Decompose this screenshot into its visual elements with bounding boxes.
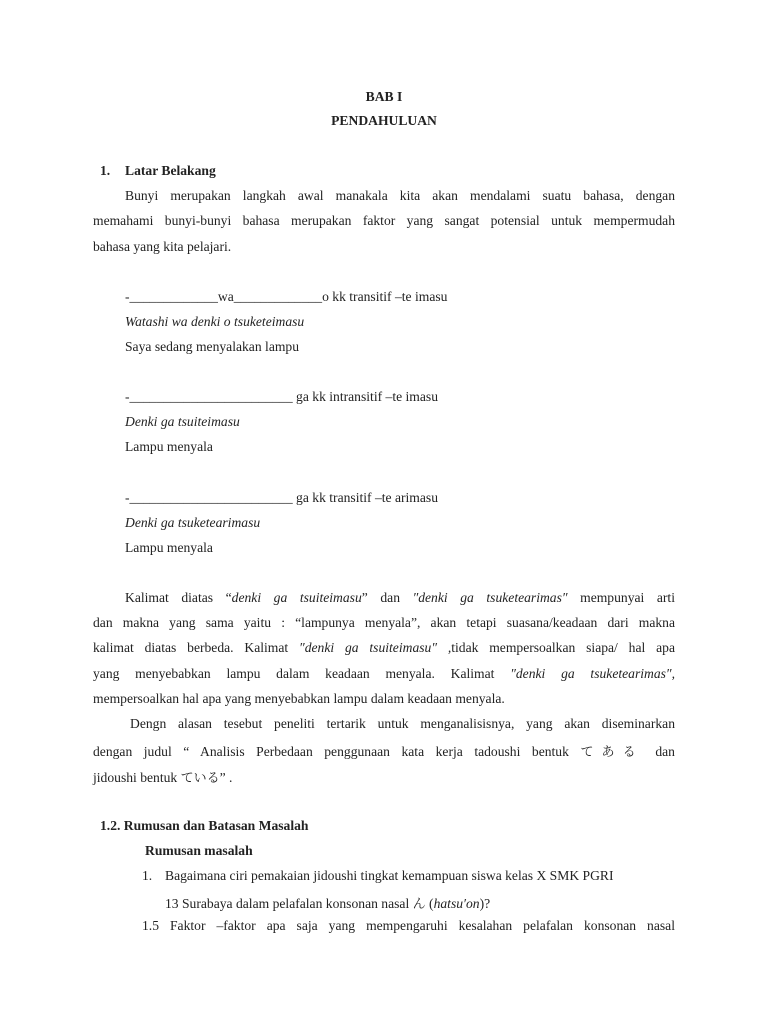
paragraph-line: bahasa yang kita pelajari. <box>93 239 232 254</box>
paragraph-line: Dengn alasan tesebut peneliti tertarik untuk menganalisisnya, yang akan diseminarkan <box>130 716 675 731</box>
paragraph-line: Bunyi merupakan langkah awal manakala kita akan mendalami suatu bahasa, dengan <box>125 188 675 203</box>
paragraph-line: dengan judul “ Analisis Perbedaan penggunaan kata kerja tadoushi bentuk てある dan <box>93 744 675 760</box>
example-pattern: -_____________wa_____________o kk transitif –te imasu <box>125 289 448 304</box>
paragraph-line: yang menyebabkan lampu dalam keadaan menyala. Kalimat ″denki ga tsuketearimas″, <box>93 666 675 681</box>
list-number: 1. <box>142 868 153 883</box>
list-item-line: Bagaimana ciri pemakaian jidoushi tingkat kemampuan siswa kelas X SMK PGRI <box>165 868 614 883</box>
list-item-line: 13 Surabaya dalam pelafalan konsonan nasal ん (hatsu′on)? <box>165 896 491 912</box>
paragraph-line: mempersoalkan hal apa yang menyebabkan lampu dalam keadaan menyala. <box>93 691 505 706</box>
section-heading: 1.2. Rumusan dan Batasan Masalah <box>100 818 309 833</box>
section-heading: Latar Belakang <box>125 163 216 178</box>
example-romaji: Watashi wa denki o tsuketeimasu <box>125 314 305 329</box>
example-pattern: -________________________ ga kk transitif –te arimasu <box>125 490 438 505</box>
example-pattern: -________________________ ga kk intransitif –te imasu <box>125 389 439 404</box>
example-romaji: Denki ga tsuketearimasu <box>125 515 261 530</box>
subsection-heading: Rumusan masalah <box>145 843 253 858</box>
example-romaji: Denki ga tsuiteimasu <box>125 414 240 429</box>
paragraph-line: Kalimat diatas “denki ga tsuiteimasu” dan ″denki ga tsuketearimas″ mempunyai arti <box>125 590 675 605</box>
section-number: 1. <box>100 163 111 178</box>
chapter-title: PENDAHULUAN <box>331 113 437 128</box>
list-item-line: 1.5 Faktor –faktor apa saja yang mempengaruhi kesalahan pelafalan konsonan nasal <box>142 918 675 933</box>
paragraph-line: dan makna yang sama yaitu : “lampunya menyala”, akan tetapi suasana/keadaan dari makna <box>93 615 675 630</box>
example-meaning: Saya sedang menyalakan lampu <box>125 339 300 354</box>
paragraph-line: memahami bunyi-bunyi bahasa merupakan faktor yang sangat potensial untuk mempermudah <box>93 213 675 228</box>
example-meaning: Lampu menyala <box>125 439 213 454</box>
chapter-label: BAB I <box>365 89 403 104</box>
paragraph-line: jidoushi bentuk ている” . <box>93 770 233 786</box>
example-meaning: Lampu menyala <box>125 540 213 555</box>
paragraph-line: kalimat diatas berbeda. Kalimat ″denki ga tsuiteimasu″ ,tidak mempersoalkan siapa/ hal apa <box>93 640 675 655</box>
